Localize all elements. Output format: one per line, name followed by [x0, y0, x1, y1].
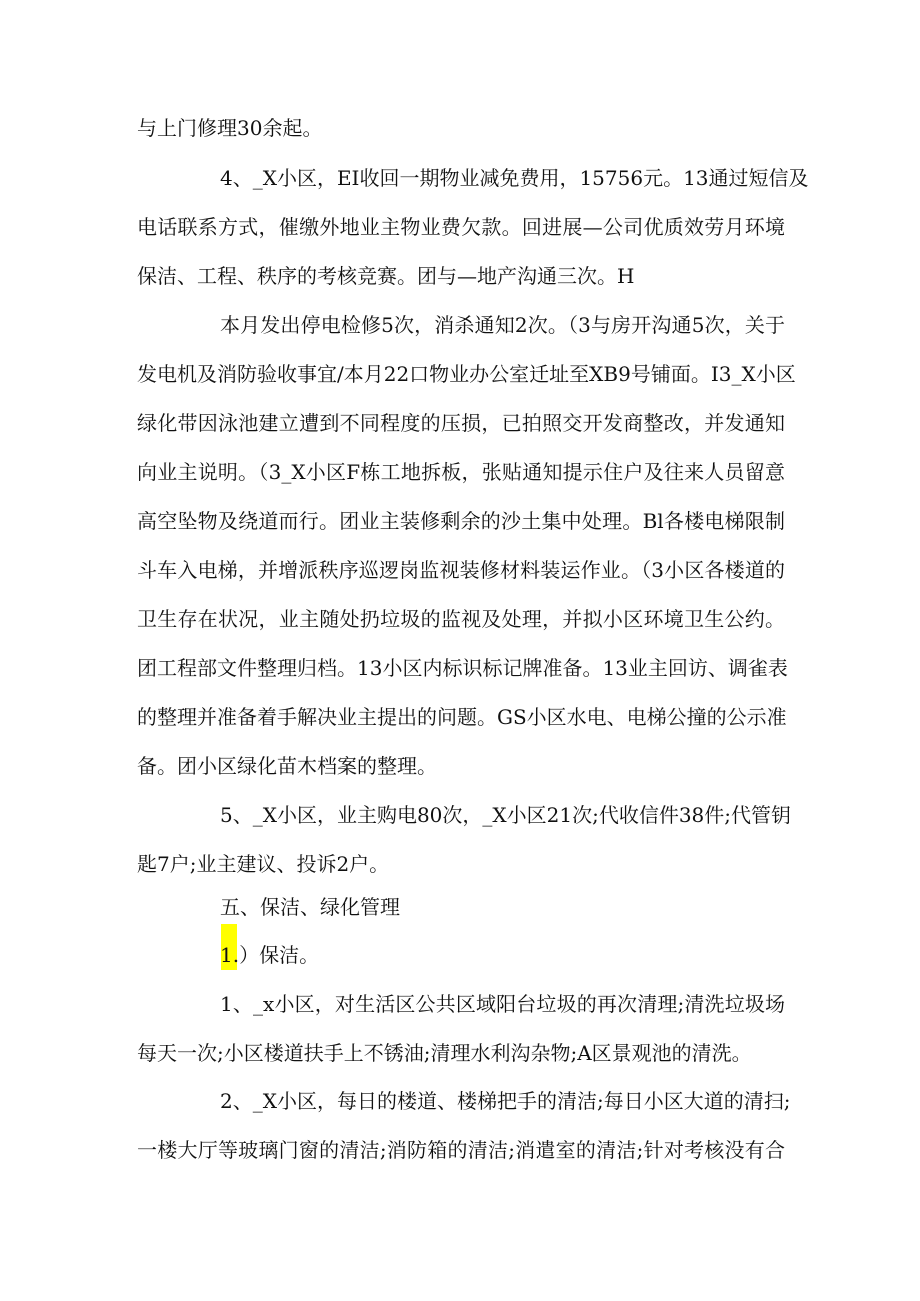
section-heading: 五、保洁、绿化管理 [220, 895, 400, 919]
subsection-heading: 1.）保洁。 [220, 943, 320, 967]
text-line: 团工程部文件整理归档。13小区内标识标记牌准备。13业主回访、调雀表 [137, 656, 788, 680]
text-line: 每天一次;小区楼道扶手上不锈油;清理水利沟杂物;A区景观池的清洗。 [137, 1041, 752, 1065]
text-line: 卫生存在状况，业主随处扔垃圾的监视及处理，并拟小区环境卫生公约。 [137, 607, 785, 631]
text-line: 与上门修理30余起。 [137, 116, 323, 140]
text-line: 一楼大厅等玻璃门窗的清洁;消防箱的清洁;消遣室的清洁;针对考核没有合 [137, 1138, 785, 1162]
text-line: 2、_X小区，每日的楼道、楼梯把手的清洁;每日小区大道的清扫; [220, 1089, 791, 1113]
text-line: 的整理并准备着手解决业主提出的问题。GS小区水电、电梯公撞的公示准 [137, 705, 787, 729]
text-line: 1、_x小区，对生活区公共区域阳台垃圾的再次清理;清洗垃圾场 [220, 992, 785, 1016]
text-line: 5、_X小区，业主购电80次，_X小区21次;代收信件38件;代管钥 [220, 803, 792, 827]
text-line: 本月发出停电检修5次，消杀通知2次。（3与房开沟通5次，关于 [220, 313, 785, 337]
text-line: 匙7户;业主建议、投诉2户。 [137, 852, 390, 876]
text-line: 保洁、工程、秩序的考核竞赛。团与—地产沟通三次。H [137, 264, 635, 288]
text-line: 高空坠物及绕道而行。团业主装修剩余的沙土集中处理。Bl各楼电梯限制 [137, 509, 785, 533]
text-line: 绿化带因泳池建立遭到不同程度的压损，已拍照交开发商整改，并发通知 [137, 411, 785, 435]
text-line: 4、_X小区，EI收回一期物业减免费用，15756元。13通过短信及 [220, 166, 809, 190]
text-line: 发电机及消防验收事宜/本月22口物业办公室迁址至XB9号铺面。I3_X小区 [137, 362, 796, 386]
text-line: 斗车入电梯，并增派秩序巡逻岗监视装修材料装运作业。（3小区各楼道的 [137, 558, 785, 582]
text-line: 向业主说明。（3_X小区F栋工地拆板，张贴通知提示住户及往来人员留意 [137, 460, 785, 484]
text-line: 电话联系方式，催缴外地业主物业费欠款。回进展—公司优质效劳月环境 [137, 215, 785, 239]
text-line: 备。团小区绿化苗木档案的整理。 [137, 754, 437, 778]
